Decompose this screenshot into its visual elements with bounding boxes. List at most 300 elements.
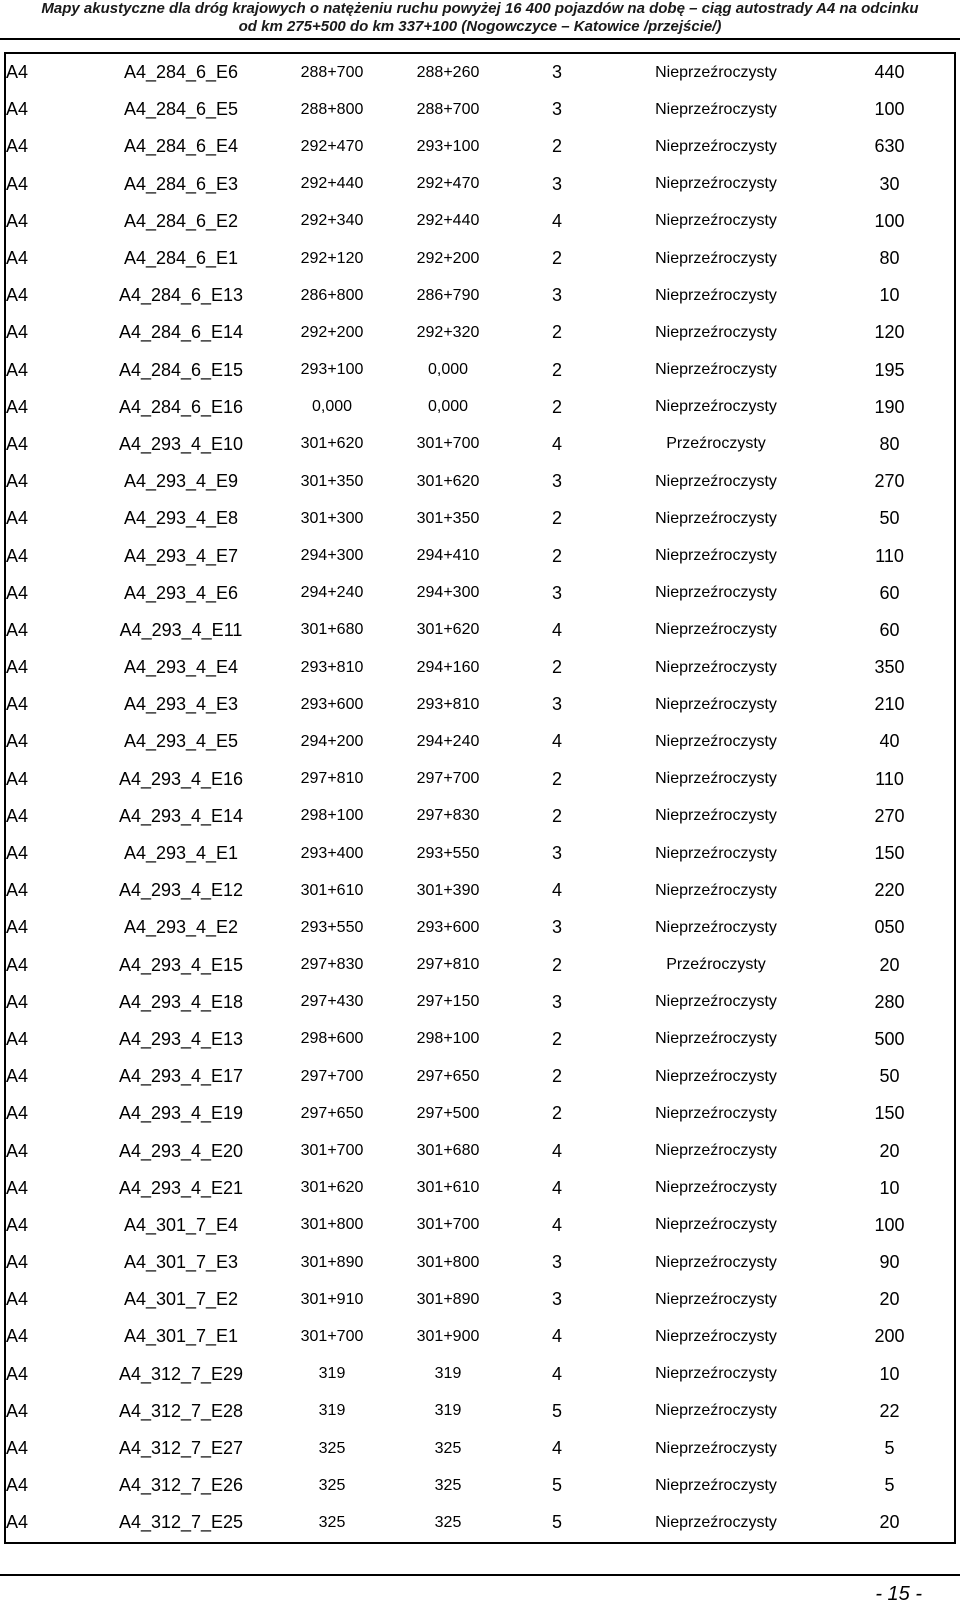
value-cell: 22 <box>879 1400 900 1421</box>
barrier-id-cell: A4_293_4_E14 <box>118 805 244 826</box>
value-cell: 150 <box>874 843 905 864</box>
road-cell: A4 <box>6 99 29 120</box>
start-km-cell: 286+800 <box>300 286 364 304</box>
lanes-cell: 2 <box>551 657 562 678</box>
end-km-cell: 297+150 <box>416 993 480 1011</box>
barrier-id-cell: A4_293_4_E1 <box>123 843 239 864</box>
end-km-cell: 319 <box>434 1365 462 1383</box>
barrier-type-cell: Nieprzeźroczysty <box>655 1439 777 1457</box>
table-row <box>5 947 955 984</box>
end-km-cell: 301+680 <box>416 1142 480 1160</box>
barrier-id-cell: A4_293_4_E15 <box>118 954 244 975</box>
start-km-cell: 297+650 <box>300 1104 364 1122</box>
barrier-type-cell: Nieprzeźroczysty <box>655 1402 777 1420</box>
barrier-id-cell: A4_301_7_E4 <box>123 1214 239 1235</box>
value-cell: 200 <box>874 1326 905 1347</box>
table-row <box>5 723 955 760</box>
table-row <box>5 1095 955 1132</box>
road-cell: A4 <box>6 954 29 975</box>
value-cell: 280 <box>874 991 905 1012</box>
start-km-cell: 294+240 <box>300 584 364 602</box>
barrier-id-cell: A4_312_7_E26 <box>118 1475 244 1496</box>
end-km-cell: 325 <box>434 1513 462 1531</box>
end-km-cell: 292+200 <box>416 249 480 267</box>
barrier-id-cell: A4_312_7_E25 <box>118 1512 244 1533</box>
barrier-type-cell: Nieprzeźroczysty <box>655 472 777 490</box>
start-km-cell: 297+810 <box>300 770 364 788</box>
table-row <box>5 91 955 128</box>
road-cell: A4 <box>6 471 29 492</box>
road-cell: A4 <box>6 805 29 826</box>
barrier-type-cell: Nieprzeźroczysty <box>655 918 777 936</box>
lanes-cell: 4 <box>551 1326 562 1347</box>
table-row <box>5 500 955 537</box>
road-cell: A4 <box>6 1438 29 1459</box>
barrier-type-cell: Przeźroczysty <box>666 435 766 453</box>
start-km-cell: 301+620 <box>300 435 364 453</box>
table-row <box>5 426 955 463</box>
end-km-cell: 301+620 <box>416 472 480 490</box>
start-km-cell: 298+100 <box>300 807 364 825</box>
end-km-cell: 292+440 <box>416 212 480 230</box>
barrier-id-cell: A4_293_4_E16 <box>118 768 244 789</box>
barrier-id-cell: A4_284_6_E3 <box>123 173 239 194</box>
table-row <box>5 537 955 574</box>
table-body <box>5 53 955 1543</box>
barrier-type-cell: Nieprzeźroczysty <box>655 212 777 230</box>
road-cell: A4 <box>6 545 29 566</box>
barrier-id-cell: A4_284_6_E1 <box>123 248 239 269</box>
lanes-cell: 5 <box>551 1475 562 1496</box>
road-cell: A4 <box>6 210 29 231</box>
end-km-cell: 301+390 <box>416 881 480 899</box>
value-cell: 50 <box>879 508 900 529</box>
road-cell: A4 <box>6 768 29 789</box>
road-cell: A4 <box>6 173 29 194</box>
table-row <box>5 761 955 798</box>
start-km-cell: 297+700 <box>300 1067 364 1085</box>
end-km-cell: 288+700 <box>416 100 480 118</box>
start-km-cell: 301+300 <box>300 509 364 527</box>
value-cell: 10 <box>879 285 900 306</box>
road-cell: A4 <box>6 582 29 603</box>
end-km-cell: 297+830 <box>416 807 480 825</box>
value-cell: 20 <box>879 1512 900 1533</box>
table-row <box>5 1393 955 1430</box>
start-km-cell: 293+550 <box>300 918 364 936</box>
start-km-cell: 325 <box>318 1513 346 1531</box>
barrier-id-cell: A4_293_4_E9 <box>123 471 239 492</box>
barrier-id-cell: A4_293_4_E21 <box>118 1177 244 1198</box>
value-cell: 100 <box>874 1214 905 1235</box>
end-km-cell: 301+700 <box>416 1216 480 1234</box>
barrier-id-cell: A4_284_6_E13 <box>118 285 244 306</box>
barrier-type-cell: Nieprzeźroczysty <box>655 844 777 862</box>
table-row <box>5 314 955 351</box>
barrier-type-cell: Nieprzeźroczysty <box>655 1327 777 1345</box>
header-rule <box>0 38 960 40</box>
start-km-cell: 288+800 <box>300 100 364 118</box>
table-row <box>5 984 955 1021</box>
lanes-cell: 2 <box>551 1028 562 1049</box>
footer-rule <box>0 1574 960 1576</box>
end-km-cell: 294+160 <box>416 658 480 676</box>
table-row <box>5 575 955 612</box>
start-km-cell: 293+400 <box>300 844 364 862</box>
end-km-cell: 0,000 <box>427 398 469 416</box>
start-km-cell: 301+700 <box>300 1327 364 1345</box>
value-cell: 30 <box>879 173 900 194</box>
table-row <box>5 686 955 723</box>
start-km-cell: 301+350 <box>300 472 364 490</box>
road-cell: A4 <box>6 433 29 454</box>
barrier-id-cell: A4_293_4_E11 <box>119 619 243 640</box>
road-cell: A4 <box>6 62 29 83</box>
start-km-cell: 298+600 <box>300 1030 364 1048</box>
table-row <box>5 240 955 277</box>
start-km-cell: 301+680 <box>300 621 364 639</box>
road-cell: A4 <box>6 322 29 343</box>
barrier-type-cell: Nieprzeźroczysty <box>655 249 777 267</box>
barrier-id-cell: A4_293_4_E10 <box>118 433 244 454</box>
lanes-cell: 2 <box>551 768 562 789</box>
table-row <box>5 835 955 872</box>
barrier-type-cell: Nieprzeźroczysty <box>655 1179 777 1197</box>
barrier-type-cell: Nieprzeźroczysty <box>655 100 777 118</box>
barrier-type-cell: Nieprzeźroczysty <box>655 621 777 639</box>
lanes-cell: 4 <box>551 880 562 901</box>
barrier-id-cell: A4_293_4_E12 <box>118 880 244 901</box>
road-cell: A4 <box>6 1289 29 1310</box>
barrier-type-cell: Nieprzeźroczysty <box>655 1142 777 1160</box>
table-row <box>5 1356 955 1393</box>
road-cell: A4 <box>6 1140 29 1161</box>
end-km-cell: 294+410 <box>416 547 480 565</box>
value-cell: 220 <box>874 880 905 901</box>
start-km-cell: 301+700 <box>300 1142 364 1160</box>
start-km-cell: 292+340 <box>300 212 364 230</box>
road-cell: A4 <box>6 359 29 380</box>
lanes-cell: 3 <box>551 173 562 194</box>
table-row <box>5 1281 955 1318</box>
road-cell: A4 <box>6 1475 29 1496</box>
barrier-id-cell: A4_293_4_E7 <box>123 545 239 566</box>
page-number: - 15 - <box>875 1583 922 1605</box>
lanes-cell: 5 <box>551 1400 562 1421</box>
road-cell: A4 <box>6 619 29 640</box>
start-km-cell: 297+830 <box>300 956 364 974</box>
end-km-cell: 297+810 <box>416 956 480 974</box>
value-cell: 60 <box>879 619 900 640</box>
end-km-cell: 301+900 <box>416 1327 480 1345</box>
table-row <box>5 53 955 91</box>
barrier-type-cell: Nieprzeźroczysty <box>655 1476 777 1494</box>
end-km-cell: 298+100 <box>416 1030 480 1048</box>
table-row <box>5 389 955 426</box>
start-km-cell: 301+890 <box>300 1253 364 1271</box>
end-km-cell: 0,000 <box>427 361 469 379</box>
header-title-line-2: od km 275+500 do km 337+100 (Nogowczyce – Katowice /przejście/) <box>238 18 722 35</box>
table-row <box>5 1021 955 1058</box>
lanes-cell: 3 <box>551 1289 562 1310</box>
barrier-type-cell: Nieprzeźroczysty <box>655 807 777 825</box>
barrier-type-cell: Nieprzeźroczysty <box>655 584 777 602</box>
lanes-cell: 2 <box>551 248 562 269</box>
header-title-line-1: Mapy akustyczne dla dróg krajowych o natężeniu ruchu powyżej 16 400 pojazdów na dobę – ciąg autostrady A4 na odcinku <box>41 0 919 17</box>
lanes-cell: 4 <box>551 731 562 752</box>
barrier-type-cell: Nieprzeźroczysty <box>655 993 777 1011</box>
barrier-id-cell: A4_284_6_E5 <box>123 99 239 120</box>
lanes-cell: 3 <box>551 471 562 492</box>
value-cell: 110 <box>875 768 904 789</box>
road-cell: A4 <box>6 880 29 901</box>
lanes-cell: 5 <box>551 1512 562 1533</box>
value-cell: 60 <box>879 582 900 603</box>
road-cell: A4 <box>6 136 29 157</box>
value-cell: 190 <box>874 396 905 417</box>
barrier-type-cell: Nieprzeźroczysty <box>655 881 777 899</box>
table-row <box>5 1430 955 1467</box>
value-cell: 100 <box>874 99 905 120</box>
lanes-cell: 2 <box>551 322 562 343</box>
barrier-type-cell: Nieprzeźroczysty <box>655 1030 777 1048</box>
barrier-id-cell: A4_284_6_E15 <box>118 359 244 380</box>
start-km-cell: 293+600 <box>300 695 364 713</box>
end-km-cell: 301+700 <box>416 435 480 453</box>
barrier-id-cell: A4_284_6_E16 <box>118 396 244 417</box>
start-km-cell: 301+610 <box>300 881 364 899</box>
lanes-cell: 4 <box>551 1214 562 1235</box>
barrier-type-cell: Nieprzeźroczysty <box>655 137 777 155</box>
barrier-id-cell: A4_301_7_E3 <box>123 1252 239 1273</box>
table-row <box>5 649 955 686</box>
road-cell: A4 <box>6 508 29 529</box>
barrier-type-cell: Nieprzeźroczysty <box>655 323 777 341</box>
barrier-id-cell: A4_301_7_E2 <box>123 1289 239 1310</box>
value-cell: 270 <box>874 471 905 492</box>
end-km-cell: 288+260 <box>416 63 480 81</box>
end-km-cell: 286+790 <box>416 286 480 304</box>
end-km-cell: 301+620 <box>416 621 480 639</box>
end-km-cell: 301+610 <box>416 1179 480 1197</box>
lanes-cell: 4 <box>551 210 562 231</box>
start-km-cell: 292+200 <box>300 323 364 341</box>
barrier-id-cell: A4_293_4_E3 <box>123 694 239 715</box>
table-row <box>5 1132 955 1169</box>
table-row <box>5 203 955 240</box>
lanes-cell: 2 <box>551 396 562 417</box>
road-cell: A4 <box>6 731 29 752</box>
lanes-cell: 3 <box>551 917 562 938</box>
barrier-id-cell: A4_293_4_E18 <box>118 991 244 1012</box>
end-km-cell: 293+810 <box>416 695 480 713</box>
value-cell: 5 <box>884 1438 895 1459</box>
road-cell: A4 <box>6 694 29 715</box>
end-km-cell: 297+700 <box>416 770 480 788</box>
road-cell: A4 <box>6 843 29 864</box>
table-row <box>5 128 955 165</box>
end-km-cell: 325 <box>434 1439 462 1457</box>
lanes-cell: 2 <box>551 954 562 975</box>
table-row <box>5 1058 955 1095</box>
value-cell: 100 <box>874 210 905 231</box>
barrier-id-cell: A4_293_4_E5 <box>123 731 239 752</box>
table-row <box>5 1467 955 1504</box>
page-header <box>0 0 960 36</box>
end-km-cell: 293+600 <box>416 918 480 936</box>
barrier-id-cell: A4_312_7_E29 <box>118 1363 244 1384</box>
road-cell: A4 <box>6 1177 29 1198</box>
barrier-type-cell: Nieprzeźroczysty <box>655 361 777 379</box>
barrier-type-cell: Nieprzeźroczysty <box>655 175 777 193</box>
start-km-cell: 297+430 <box>300 993 364 1011</box>
lanes-cell: 3 <box>551 843 562 864</box>
barrier-type-cell: Nieprzeźroczysty <box>655 1365 777 1383</box>
lanes-cell: 3 <box>551 285 562 306</box>
end-km-cell: 293+100 <box>416 137 480 155</box>
value-cell: 350 <box>874 657 905 678</box>
start-km-cell: 288+700 <box>300 63 364 81</box>
end-km-cell: 301+350 <box>416 509 480 527</box>
value-cell: 270 <box>874 805 905 826</box>
end-km-cell: 301+800 <box>416 1253 480 1271</box>
road-cell: A4 <box>6 1252 29 1273</box>
table-row <box>5 1318 955 1355</box>
start-km-cell: 325 <box>318 1439 346 1457</box>
barrier-id-cell: A4_312_7_E27 <box>118 1438 244 1459</box>
table-row <box>5 909 955 946</box>
end-km-cell: 301+890 <box>416 1290 480 1308</box>
lanes-cell: 4 <box>551 1438 562 1459</box>
barrier-id-cell: A4_293_4_E2 <box>123 917 239 938</box>
start-km-cell: 293+810 <box>300 658 364 676</box>
barrier-id-cell: A4_293_4_E13 <box>118 1028 244 1049</box>
table-row <box>5 1170 955 1207</box>
barrier-id-cell: A4_293_4_E6 <box>123 582 239 603</box>
barrier-type-cell: Nieprzeźroczysty <box>655 1216 777 1234</box>
road-cell: A4 <box>6 1103 29 1124</box>
lanes-cell: 2 <box>551 1066 562 1087</box>
start-km-cell: 301+910 <box>300 1290 364 1308</box>
lanes-cell: 4 <box>551 433 562 454</box>
road-cell: A4 <box>6 1363 29 1384</box>
barrier-type-cell: Nieprzeźroczysty <box>655 695 777 713</box>
end-km-cell: 294+300 <box>416 584 480 602</box>
table-row <box>5 463 955 500</box>
road-cell: A4 <box>6 1400 29 1421</box>
start-km-cell: 319 <box>318 1402 346 1420</box>
road-cell: A4 <box>6 285 29 306</box>
end-km-cell: 292+470 <box>416 175 480 193</box>
barrier-type-cell: Nieprzeźroczysty <box>655 547 777 565</box>
road-cell: A4 <box>6 657 29 678</box>
lanes-cell: 2 <box>551 359 562 380</box>
barrier-type-cell: Nieprzeźroczysty <box>655 1067 777 1085</box>
end-km-cell: 293+550 <box>416 844 480 862</box>
value-cell: 630 <box>874 136 905 157</box>
value-cell: 20 <box>879 1140 900 1161</box>
start-km-cell: 0,000 <box>311 398 353 416</box>
barrier-id-cell: A4_312_7_E28 <box>118 1400 244 1421</box>
road-cell: A4 <box>6 1066 29 1087</box>
value-cell: 80 <box>879 248 900 269</box>
barrier-id-cell: A4_301_7_E1 <box>123 1326 239 1347</box>
barrier-id-cell: A4_293_4_E19 <box>118 1103 244 1124</box>
table-row <box>5 872 955 909</box>
lanes-cell: 3 <box>551 1252 562 1273</box>
barrier-id-cell: A4_284_6_E2 <box>123 210 239 231</box>
barrier-id-cell: A4_293_4_E17 <box>118 1066 244 1087</box>
table-row <box>5 1504 955 1542</box>
barrier-type-cell: Nieprzeźroczysty <box>655 398 777 416</box>
lanes-cell: 3 <box>551 99 562 120</box>
road-cell: A4 <box>6 1326 29 1347</box>
lanes-cell: 3 <box>551 582 562 603</box>
start-km-cell: 301+620 <box>300 1179 364 1197</box>
barrier-id-cell: A4_284_6_E14 <box>118 322 244 343</box>
barrier-id-cell: A4_284_6_E4 <box>123 136 239 157</box>
lanes-cell: 4 <box>551 619 562 640</box>
barrier-id-cell: A4_293_4_E8 <box>123 508 239 529</box>
end-km-cell: 294+240 <box>416 732 480 750</box>
road-cell: A4 <box>6 248 29 269</box>
lanes-cell: 2 <box>551 1103 562 1124</box>
barrier-type-cell: Przeźroczysty <box>666 956 766 974</box>
barrier-id-cell: A4_293_4_E4 <box>123 657 239 678</box>
start-km-cell: 325 <box>318 1476 346 1494</box>
barrier-id-cell: A4_293_4_E20 <box>118 1140 244 1161</box>
barrier-type-cell: Nieprzeźroczysty <box>655 1253 777 1271</box>
value-cell: 90 <box>879 1252 900 1273</box>
table-row <box>5 1244 955 1281</box>
end-km-cell: 292+320 <box>416 323 480 341</box>
road-cell: A4 <box>6 1512 29 1533</box>
value-cell: 500 <box>874 1028 905 1049</box>
road-cell: A4 <box>6 396 29 417</box>
barrier-type-cell: Nieprzeźroczysty <box>655 63 777 81</box>
start-km-cell: 319 <box>318 1365 346 1383</box>
value-cell: 50 <box>879 1066 900 1087</box>
value-cell: 80 <box>879 433 900 454</box>
value-cell: 5 <box>884 1475 895 1496</box>
value-cell: 195 <box>874 359 905 380</box>
table-row <box>5 277 955 314</box>
barrier-type-cell: Nieprzeźroczysty <box>655 1290 777 1308</box>
barrier-id-cell: A4_284_6_E6 <box>123 62 239 83</box>
lanes-cell: 2 <box>551 136 562 157</box>
barrier-type-cell: Nieprzeźroczysty <box>655 1104 777 1122</box>
lanes-cell: 2 <box>551 805 562 826</box>
value-cell: 210 <box>874 694 905 715</box>
lanes-cell: 2 <box>551 508 562 529</box>
start-km-cell: 294+200 <box>300 732 364 750</box>
road-cell: A4 <box>6 1028 29 1049</box>
road-cell: A4 <box>6 917 29 938</box>
value-cell: 150 <box>874 1103 905 1124</box>
end-km-cell: 297+650 <box>416 1067 480 1085</box>
value-cell: 120 <box>874 322 905 343</box>
end-km-cell: 297+500 <box>416 1104 480 1122</box>
value-cell: 110 <box>875 545 904 566</box>
noise-barrier-table <box>4 52 956 1544</box>
start-km-cell: 292+470 <box>300 137 364 155</box>
start-km-cell: 293+100 <box>300 361 364 379</box>
barrier-type-cell: Nieprzeźroczysty <box>655 658 777 676</box>
value-cell: 40 <box>879 731 900 752</box>
lanes-cell: 4 <box>551 1177 562 1198</box>
barrier-type-cell: Nieprzeźroczysty <box>655 1513 777 1531</box>
barrier-type-cell: Nieprzeźroczysty <box>655 732 777 750</box>
